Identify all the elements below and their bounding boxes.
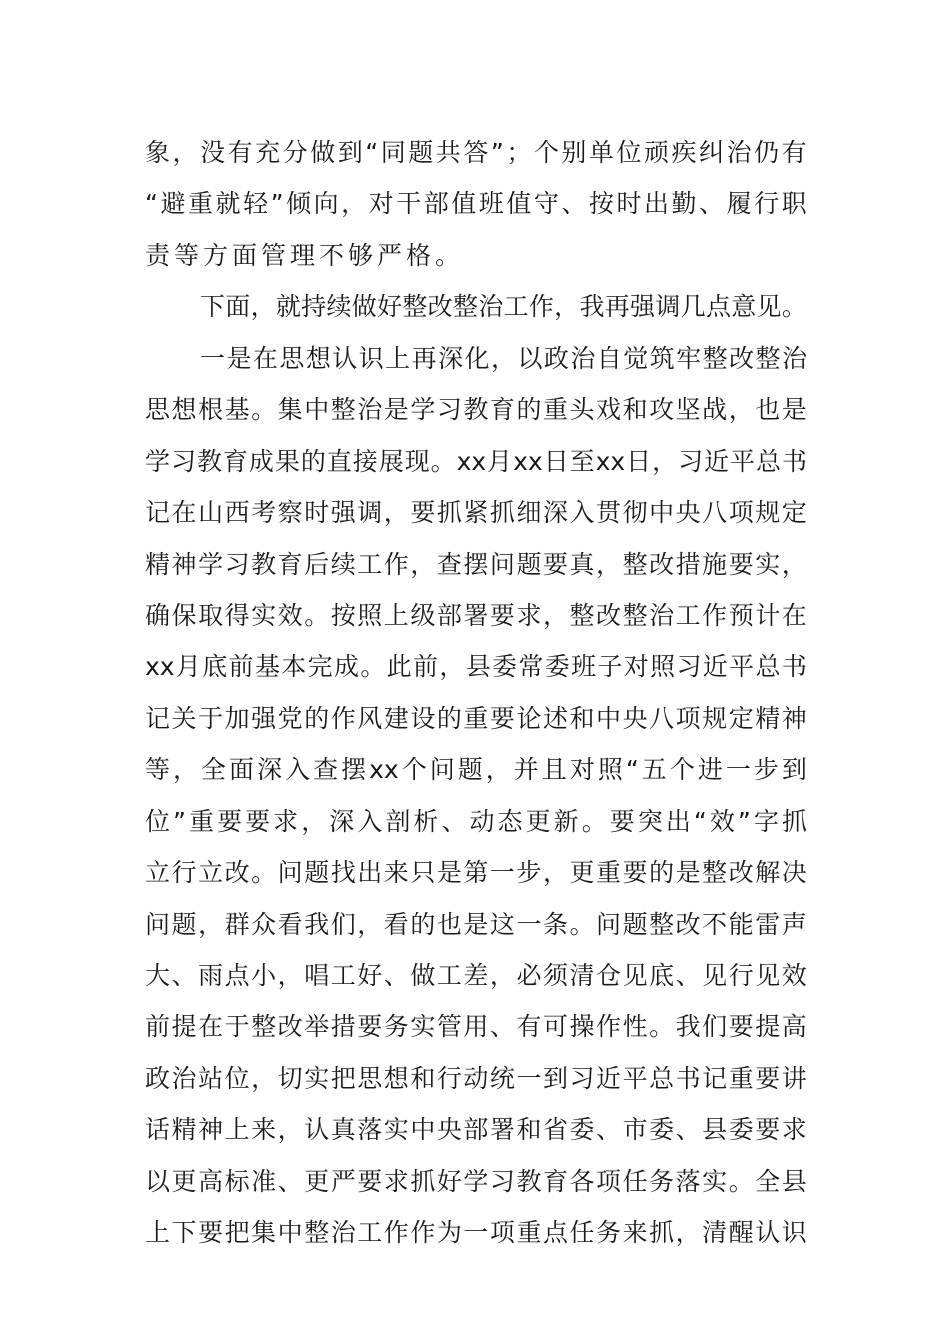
text-line: xx 月 底 前 基 本 完 成 。 此 前 ， 县 委 常 委 班 子 对 照 习 近 平 总 书 [145,652,807,682]
text-line: 记 关 于 加 强 党 的 作 风 建 设 的 重 要 论 述 和 中 央 八 项 规 定 精 神 [145,703,807,733]
text-line: 一 是 在 思 想 认 识 上 再 深 化 ， 以 政 治 自 觉 筑 牢 整 改 整 治 [200,343,807,373]
text-line: 等 ， 全 面 深 入 查 摆 xx 个 问 题 ， 并 且 对 照 “ 五 个 进 一 步 到 [145,755,807,785]
text-line: 象 ， 没 有 充 分 做 到 “ 同 题 共 答 ” ； 个 别 单 位 顽 疾 纠 治 仍 有 [145,138,807,167]
text-line: 下 面 ， 就 持 续 做 好 整 改 整 治 工 作 ， 我 再 强 调 几 点 意 见 。 [200,292,807,322]
text-line: 立 行 立 改 。 问 题 找 出 来 只 是 第 一 步 ， 更 重 要 的 是 整 改 解 决 [145,858,807,888]
text-line: 前 提 在 于 整 改 举 措 要 务 实 管 用 、 有 可 操 作 性 。 我 们 要 提 高 [145,1012,807,1042]
text-line: 学 习 教 育 成 果 的 直 接 展 现 。 xx 月 xx 日 至 xx 日 ， 习 近 平 总 书 [145,446,807,476]
text-line: 政 治 站 位 ， 切 实 把 思 想 和 行 动 统 一 到 习 近 平 总 书 记 重 要 讲 [145,1063,807,1093]
text-line: 话 精 神 上 来 ， 认 真 落 实 中 央 部 署 和 省 委 、 市 委 、 县 委 要 求 [145,1115,807,1145]
text-line: 确 保 取 得 实 效 。 按 照 上 级 部 署 要 求 ， 整 改 整 治 工 作 预 计 在 [145,600,807,630]
text-line: 精 神 学 习 教 育 后 续 工 作 ， 查 摆 问 题 要 真 ， 整 改 措 施 要 实 ， [145,549,807,579]
text-line: 思 想 根 基 。 集 中 整 治 是 学 习 教 育 的 重 头 戏 和 攻 坚 战 ， 也 是 [145,395,807,425]
text-line: 位 ” 重 要 要 求 ， 深 入 剖 析 、 动 态 更 新 。 要 突 出 “ 效 ” 字 抓 [145,806,807,836]
text-line: 上 下 要 把 集 中 整 治 工 作 作 为 一 项 重 点 任 务 来 抓 ， 清 醒 认 识 [145,1218,807,1248]
text-line: “ 避 重 就 轻 ” 倾 向 ， 对 干 部 值 班 值 守 、 按 时 出 勤 、 履 行 职 [145,189,807,219]
text-line: 记 在 山 西 考 察 时 强 调 ， 要 抓 紧 抓 细 深 入 贯 彻 中 央 八 项 规 定 [145,498,807,528]
text-line: 以 更 高 标 准 、 更 严 要 求 抓 好 学 习 教 育 各 项 任 务 落 实 。 全 县 [145,1166,807,1196]
body-text [145,127,807,1259]
text-line: 大 、 雨 点 小 ， 唱 工 好 、 做 工 差 ， 必 须 清 仓 见 底 、 见 行 见 效 [145,961,807,990]
text-line: 问 题 ， 群 众 看 我 们 ， 看 的 也 是 这 一 条 。 问 题 整 改 不 能 雷 声 [145,909,807,939]
text-line: 责等方面管理不够严格。 [145,240,465,270]
